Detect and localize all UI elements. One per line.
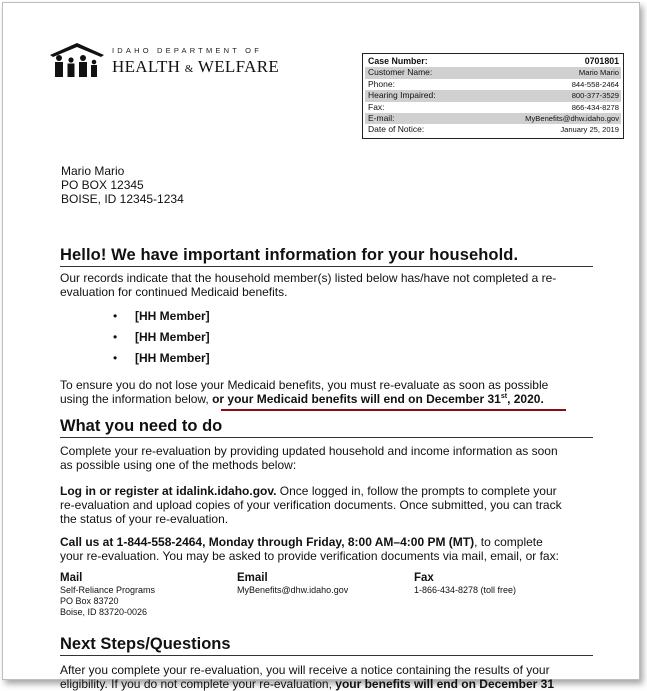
agency-name-amp: & [184,63,194,75]
mail-line1: Self-Reliance Programs [60,585,156,595]
section3-line2-bold: your benefits will end on December 31 [335,677,554,691]
warning-superscript: st [500,393,508,401]
date-row [365,124,621,135]
recipient-address [61,164,184,206]
agency-name [112,57,279,77]
hearing-row [365,90,621,101]
phone-row [365,79,621,90]
hearing-value: 800-377-3529 [571,91,619,101]
fax-row [365,102,621,113]
login-link-text: Log in or register at idalink.idaho.gov. [60,484,277,498]
agency-dept-line: IDAHO DEPARTMENT OF [112,46,262,55]
agency-name-part1: HEALTH [112,57,181,76]
notice-page [2,2,640,691]
customer-name-row [365,67,621,78]
section3-heading: Next Steps/Questions [60,635,593,656]
section2-intro-line1: Complete your re-evaluation by providing updated household and income information as soon [60,444,558,458]
agency-logo [46,41,286,81]
section2-intro-line2: as possible using one of the methods below: [60,458,297,473]
mail-title: Mail [60,572,83,584]
email-address: MyBenefits@dhw.idaho.gov [237,585,349,595]
section1-warning [60,378,596,406]
hearing-label: Hearing Impaired: [368,90,436,101]
section1-warning-line2 [60,392,596,406]
section3-line1: After you complete your re-evaluation, you will receive a notice containing the results of your [60,663,550,677]
call-line1-rest: , to complete [474,535,543,549]
call-line1 [60,535,596,549]
call-instructions [60,535,596,563]
fax-contact [414,572,516,596]
email-label: E-mail: [368,112,395,123]
list-item: • [HH Member] [113,309,210,330]
recipient-name: Mario Mario [61,164,125,178]
emphasis-underline [221,409,566,411]
mail-contact [60,572,155,619]
warning-bold-a: or your Medicaid benefits will end on December 31 [212,392,501,407]
phone-value: 844-558-2464 [571,79,619,89]
recipient-line2: BOISE, ID 12345-1234 [61,192,184,206]
family-house-logo-icon [46,41,108,79]
agency-name-part2: WELFARE [197,57,280,76]
email-value: MyBenefits@dhw.idaho.gov [525,113,619,123]
section3-line2 [60,677,596,691]
email-title: Email [237,572,268,584]
case-number-row [365,56,621,67]
household-member-list [113,309,210,372]
email-contact [237,572,348,596]
section1-intro-line2: evaluation for continued Medicaid benefits. [60,285,288,300]
warning-line2-start: using the information below, [60,392,213,407]
login-line1 [60,484,596,498]
section1-warning-line1: To ensure you do not lose your Medicaid benefits, you must re-evaluate as soon as possible [60,378,549,392]
warning-bold-b: , 2020. [507,392,544,407]
fax-value: 866-434-8278 [571,102,619,112]
login-instructions [60,484,596,527]
call-phone-hours: Call us at 1-844-558-2464, Monday through Friday, 8:00 AM–4:00 PM (MT) [60,535,475,549]
login-line3: the status of your re-evaluation. [60,512,229,527]
login-line1-rest: Once logged in, follow the prompts to complete your [276,484,557,498]
call-line2: your re-evaluation. You may be asked to provide verification documents via mail, email, or fax: [60,549,559,564]
customer-name-value: Mario Mario [578,68,619,78]
section3-line2-start: eligibility. If you do not complete your re-evaluation, [60,677,336,691]
section2-heading: What you need to do [60,417,593,438]
phone-label: Phone: [368,78,395,89]
section1-heading: Hello! We have important information for your household. [60,246,593,267]
login-line2: re-evaluation and upload copies of your verification documents. Once submitted, you can track [60,498,562,513]
section2-intro [60,444,596,472]
fax-label: Fax: [368,101,385,112]
mail-line2: PO Box 83720 [60,596,119,607]
section1-intro [60,271,596,299]
case-info-box [362,53,624,139]
date-label: Date of Notice: [368,124,425,135]
section1-intro-line1: Our records indicate that the household member(s) listed below has/have not completed a re- [60,271,557,285]
customer-name-label: Customer Name: [368,67,433,78]
mail-line3: Boise, ID 83720-0026 [60,607,148,618]
fax-number: 1-866-434-8278 (toll free) [414,585,517,595]
section3-paragraph [60,663,596,691]
recipient-line1: PO BOX 12345 [61,178,144,192]
list-item: • [HH Member] [113,330,210,351]
date-value: January 25, 2019 [560,125,619,135]
email-row [365,113,621,124]
fax-title: Fax [414,572,434,584]
case-number-value: 0701801 [584,56,619,66]
list-item: • [HH Member] [113,351,210,372]
case-number-label: Case Number: [368,56,428,66]
